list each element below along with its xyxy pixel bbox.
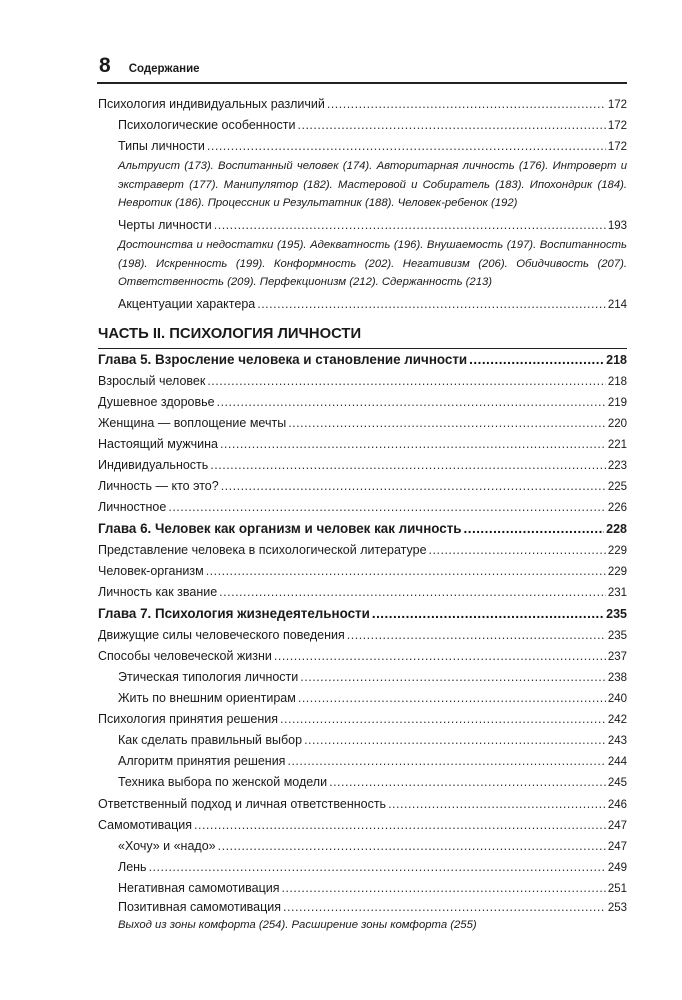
toc-entry-title: Настоящий мужчина (98, 436, 218, 451)
toc-entry-page: 235 (607, 629, 627, 642)
dot-leader (206, 561, 606, 582)
toc-entry[interactable] (98, 371, 627, 392)
dot-leader (288, 413, 606, 434)
dot-leader (274, 646, 606, 667)
toc-entry[interactable] (98, 392, 627, 413)
toc-entry-title: Индивидуальность (98, 458, 209, 472)
dot-leader (388, 794, 606, 815)
toc-entry[interactable] (98, 561, 627, 582)
toc-entry-page: 214 (607, 298, 627, 311)
toc-entry-title: Лень (118, 859, 147, 874)
dot-leader (280, 709, 606, 730)
dot-leader (429, 540, 606, 561)
toc-entry-title: Психологические особенности (118, 118, 296, 133)
dot-leader (283, 899, 606, 916)
dot-leader (464, 518, 605, 540)
chapter-page: 235 (606, 607, 627, 622)
toc-entry-title: Движущие силы человеческого поведения (98, 627, 345, 642)
dot-leader (469, 349, 604, 371)
toc-entry[interactable] (98, 540, 627, 561)
toc-subtopics: Выход из зоны комфорта (254). Расширение зоны комфорта (255) (118, 918, 477, 931)
dot-leader (327, 94, 606, 115)
toc-entry-page: 247 (607, 819, 627, 832)
toc-entry-title: Душевное здоровье (98, 394, 215, 409)
dot-leader (194, 815, 606, 836)
dot-leader (168, 497, 605, 518)
toc-entry[interactable] (98, 582, 627, 603)
toc-entry-page: 172 (607, 99, 627, 111)
toc-entry-title: «Хочу» и «надо» (118, 838, 216, 853)
toc-entry[interactable] (98, 497, 627, 518)
dot-leader (219, 582, 606, 603)
dot-leader (207, 136, 606, 157)
toc-entry-page: 226 (607, 502, 627, 515)
toc-entry[interactable] (98, 794, 627, 815)
dot-leader (217, 392, 606, 413)
dot-leader (207, 371, 606, 392)
toc-entry-page: 238 (607, 671, 627, 684)
toc-entry-title: Алгоритм принятия решения (118, 754, 286, 769)
toc-entry[interactable] (98, 476, 627, 497)
toc-entry-page: 221 (607, 438, 627, 451)
dot-leader (220, 434, 606, 455)
dot-leader (347, 625, 606, 646)
toc-entry[interactable] (98, 688, 627, 709)
toc-entry-title: Типы личности (118, 139, 205, 154)
toc-entry-page: 253 (607, 901, 627, 914)
toc-entry-page: 229 (607, 544, 627, 557)
toc-entry[interactable] (98, 836, 627, 857)
part-title: ЧАСТЬ II. ПСИХОЛОГИЯ ЛИЧНОСТИ (98, 326, 362, 343)
toc-entry[interactable] (98, 730, 627, 751)
toc-entry-title: Взрослый человек (98, 373, 206, 388)
toc-subtopics: Достоинства и недостатки (195). Адекватность (196). Внушаемость (197). Воспитанность (198). Искренность (199). Конформность (202). Негативизм (206). Обидчивость (207). Ответственность (209). Перфекционизм (212). Сдержанность (213) (118, 239, 627, 289)
toc-entry-title: Как сделать правильный выбор (118, 733, 303, 748)
dot-leader (210, 455, 606, 476)
toc-entry-page: 231 (607, 587, 627, 600)
toc-entry-page: 244 (607, 756, 627, 769)
dot-leader (221, 476, 606, 497)
toc-entry-page: 249 (607, 861, 627, 874)
table-of-contents (98, 94, 627, 937)
toc-entry-title: Самомотивация (98, 817, 193, 832)
dot-leader (214, 215, 606, 236)
toc-entry[interactable] (98, 857, 627, 878)
toc-entry[interactable] (98, 878, 627, 899)
toc-entry[interactable] (98, 899, 627, 916)
toc-entry-title: Представление человека в психологической литературе (98, 542, 427, 557)
chapter-title: Глава 7. Психология жизнедеятельности (98, 606, 370, 622)
toc-entry-page: 251 (607, 882, 627, 895)
toc-entry[interactable] (98, 646, 627, 667)
toc-entry-page: 172 (607, 141, 627, 154)
chapter-heading[interactable] (98, 603, 627, 625)
toc-entry[interactable] (98, 94, 627, 115)
toc-entry[interactable] (98, 455, 627, 476)
toc-entry[interactable] (98, 294, 627, 315)
toc-entry-page: 237 (607, 650, 627, 663)
toc-entry-title: Ответственный подход и личная ответственность (98, 796, 387, 811)
toc-entry-page: 225 (607, 481, 627, 494)
running-title: Содержание (128, 63, 200, 75)
toc-entry-title: Способы человеческой жизни (98, 648, 272, 663)
chapter-page: 228 (606, 522, 627, 537)
toc-entry-title: Акцентуации характера (118, 296, 256, 311)
toc-entry-title: Личностное (98, 500, 167, 515)
dot-leader (300, 667, 606, 688)
toc-entry[interactable] (98, 772, 627, 793)
page-number: 8 (99, 54, 111, 77)
toc-entry-page: 246 (607, 798, 627, 811)
dot-leader (149, 857, 606, 878)
toc-entry-title: Негативная самомотивация (118, 880, 280, 895)
toc-entry-title: Психология индивидуальных различий (98, 97, 325, 111)
toc-entry-page: 223 (607, 460, 627, 472)
chapter-page: 218 (606, 353, 627, 368)
toc-entry-title: Женщина — воплощение мечты (98, 415, 287, 430)
dot-leader (304, 730, 606, 751)
toc-entry[interactable] (98, 136, 627, 157)
toc-entry-page: 219 (607, 396, 627, 409)
toc-entry-page: 218 (607, 375, 627, 388)
toc-entry[interactable] (98, 434, 627, 455)
dot-leader (298, 688, 606, 709)
dot-leader (298, 115, 606, 136)
toc-entry-title: Личность как звание (98, 585, 218, 600)
toc-entry-page: 229 (607, 565, 627, 578)
toc-entry-page: 172 (607, 120, 627, 133)
chapter-heading[interactable] (98, 348, 627, 371)
toc-entry[interactable] (98, 709, 627, 730)
toc-entry-page: 220 (607, 417, 627, 430)
toc-entry-page: 193 (607, 220, 627, 233)
toc-entry-title: Техника выбора по женской модели (118, 775, 328, 790)
toc-entry[interactable] (98, 815, 627, 836)
toc-entry-title: Психология принятия решения (98, 712, 279, 727)
toc-entry[interactable] (98, 667, 627, 688)
toc-entry-title: Этическая типология личности (118, 669, 299, 684)
part-heading[interactable] (98, 321, 627, 348)
dot-leader (287, 751, 605, 772)
toc-entry-page: 240 (607, 693, 627, 706)
toc-entry-page: 245 (607, 777, 627, 790)
toc-entry[interactable] (98, 625, 627, 646)
toc-entry[interactable] (98, 751, 627, 772)
toc-entry-title: Позитивная самомотивация (118, 899, 282, 914)
dot-leader (257, 294, 606, 315)
chapter-title: Глава 5. Взросление человека и становление личности (98, 352, 468, 368)
toc-entry[interactable] (98, 115, 627, 136)
chapter-heading[interactable] (98, 518, 627, 540)
chapter-title: Глава 6. Человек как организм и человек как личность (98, 521, 462, 537)
toc-entry[interactable] (98, 215, 627, 236)
dot-leader (372, 603, 604, 625)
toc-entry-title: Черты личности (118, 218, 212, 233)
dot-leader (281, 878, 605, 899)
toc-subtopics: Альтруист (173). Воспитанный человек (174). Авторитарная личность (176). Интроверт и экстраверт (177). Манипулятор (182). Мастеровой и Собиратель (183). Ипохондрик (184). Невротик (186). Процессник и Результатник (188). Человек-ребенок (192) (118, 160, 627, 210)
toc-entry-page: 242 (607, 714, 627, 727)
toc-entry-page: 243 (607, 735, 627, 748)
dot-leader (329, 772, 606, 793)
dot-leader (218, 836, 606, 857)
page-header (97, 54, 627, 84)
toc-entry-title: Жить по внешним ориентирам (118, 691, 296, 706)
toc-entry[interactable] (98, 413, 627, 434)
toc-entry-page: 247 (607, 840, 627, 853)
toc-entry-title: Личность — кто это? (98, 479, 219, 494)
toc-entry-title: Человек-организм (98, 563, 204, 578)
